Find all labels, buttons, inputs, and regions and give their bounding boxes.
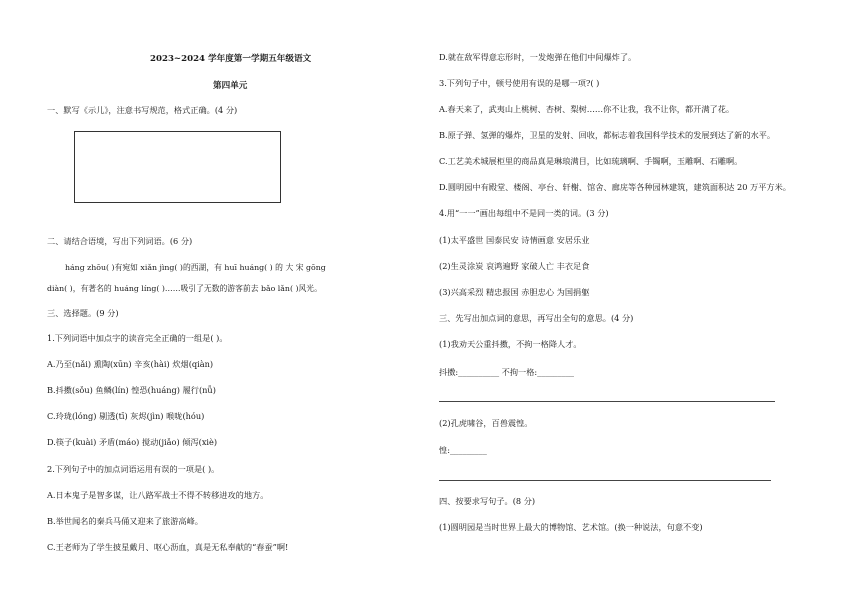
poem-line-1: (1)我劝天公重抖擞，不拘一格降人才。	[439, 339, 582, 349]
answer-line-1	[439, 401, 775, 402]
section-3-heading: 三、选择题。(9 分)	[47, 308, 119, 318]
question-1: 1.下列词语中加点字的读音完全正确的一组是( )。	[47, 333, 228, 343]
q2-option-b: B.举世闻名的秦兵马俑又迎来了旅游高峰。	[47, 516, 203, 526]
poem-line-2: (2)孔虎啸谷，百兽震惶。	[439, 418, 533, 428]
question-3: 3.下列句子中，顿号使用有误的是哪一项?( )	[439, 78, 600, 88]
pinyin-line-1: háng zhōu( )有宛如 xiǎn jìng( )的西湖，有 huī huáng( ) 的 大 宋 gōng	[65, 263, 326, 272]
section-1-heading: 一、默写《示儿》，注意书写规范，格式正确。(4 分)	[47, 105, 238, 115]
q4-group-3: (3)兴高采烈 精忠报国 赤胆忠心 为国捐躯	[439, 287, 590, 297]
rewrite-question-1: (1)圆明园是当时世界上最大的博物馆、艺术馆。(换一种说法，句意不变)	[439, 522, 703, 532]
unit-title: 第四单元	[213, 81, 248, 91]
q3-option-c: C.工艺美术城展柜里的商品真是琳琅满目，比如琉璃啊、手镯啊，玉雕啊、石雕啊。	[439, 156, 743, 166]
q2-option-a: A.日本鬼子是智多谋，让八路军战士不得不转移进攻的地方。	[47, 490, 269, 500]
q3-option-a: A.春天来了，武夷山上桃树、杏树、梨树……你不让我，我不让你，都开满了花。	[439, 104, 735, 114]
section-2-heading: 二、请结合语境，写出下列词语。(6 分)	[47, 236, 193, 246]
q3-option-d: D.圆明园中有殿堂、楼阁、亭台、轩榭、馆舍、廊庑等各种园林建筑，建筑面积达 20 万平方米。	[439, 182, 791, 192]
question-4: 4.用“一一”画出每组中不是同一类的词。(3 分)	[439, 208, 609, 218]
answer-line-2	[439, 480, 771, 481]
answer-box	[74, 131, 281, 203]
q4-group-2: (2)生灵涂炭 哀鸿遍野 家破人亡 丰衣足食	[439, 261, 590, 271]
q3-option-b: B.原子弹、氢弹的爆炸，卫星的发射、回收，都标志着我国科学技术的发展到达了新的水平。	[439, 130, 776, 140]
q1-option-a: A.乃至(nǎi) 熏陶(xūn) 辛亥(hài) 炊烟(qiàn)	[47, 359, 214, 369]
q2-option-d: D.就在敌军得意忘形时，一发炮弹在他们中间爆炸了。	[439, 52, 637, 62]
pinyin-line-2: diàn( )，有著名的 huáng líng( )……吸引了无数的游客前去 bǎo lǎn( )风光。	[47, 284, 322, 293]
poem-1-fill: 抖擞:__________ 不拘一格:_________	[439, 367, 575, 377]
section-3b-heading: 三、先写出加点词的意思，再写出全句的意思。(4 分)	[439, 313, 634, 323]
exam-title: 2023~2024 学年度第一学期五年级语文	[150, 54, 312, 64]
q1-option-b: B.抖擞(sǒu) 鱼鳞(lín) 惶恐(huáng) 履行(nǚ)	[47, 385, 216, 395]
section-4-heading: 四、按要求写句子。(8 分)	[439, 496, 536, 506]
q4-group-1: (1)太平盛世 国泰民安 诗情画意 安居乐业	[439, 235, 590, 245]
q1-option-d: D.筷子(kuài) 矛盾(máo) 搅动(jiǎo) 倾泻(xiè)	[47, 437, 218, 447]
poem-2-fill: 惶:_________	[439, 445, 487, 455]
q1-option-c: C.玲珑(lóng) 剔透(tī) 灰烬(jìn) 喉咙(hóu)	[47, 411, 205, 421]
question-2: 2.下列句子中的加点词语运用有误的一项是( )。	[47, 464, 220, 474]
q2-option-c: C.王老师为了学生披星戴月、呕心沥血，真是无私奉献的“春蚕”啊!	[47, 542, 289, 552]
